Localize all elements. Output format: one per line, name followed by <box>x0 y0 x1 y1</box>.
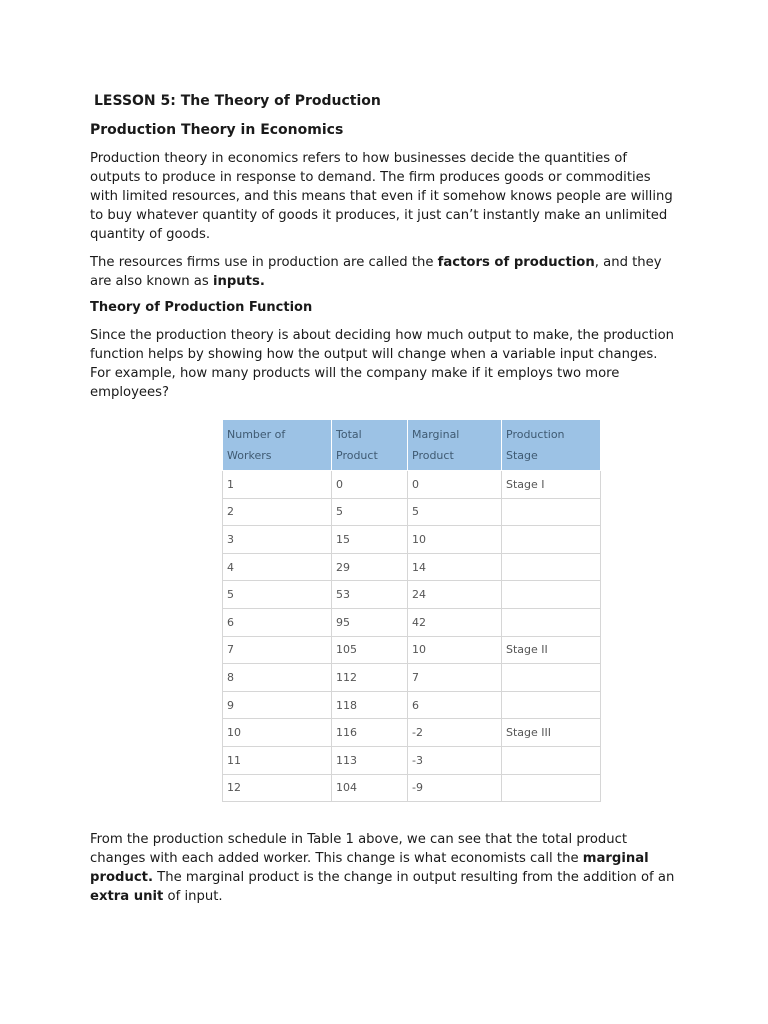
marginal-text-start: From the production schedule in Table 1 above, we can see that the total product changes with each added worker. This change is what economists call the <box>90 832 628 867</box>
table-cell: 2 <box>223 498 332 526</box>
factors-text-mid: , and they are also known as <box>90 255 662 289</box>
table-row <box>223 608 601 636</box>
table-cell <box>502 581 601 609</box>
table-container <box>222 419 680 802</box>
table-header-row <box>223 420 601 471</box>
table-row <box>223 691 601 719</box>
table-cell: 5 <box>332 498 408 526</box>
table-row <box>223 746 601 774</box>
table-cell: 7 <box>408 664 502 692</box>
table-cell: 116 <box>332 719 408 747</box>
table-cell: 10 <box>223 719 332 747</box>
table-cell <box>502 498 601 526</box>
table-cell: 42 <box>408 608 502 636</box>
header-production-stage <box>502 420 601 471</box>
table-cell: 12 <box>223 774 332 802</box>
table-cell: 0 <box>332 471 408 499</box>
intro-paragraph: Production theory in economics refers to how businesses decide the quantities of outputs to produce in response to demand. The firm produces goods or commodities with limited resources, and this means that even if it somehow knows people are willing to buy whatever quantity of goods it produces, it just can’t instantly make an unlimited quantity of goods. <box>90 151 673 242</box>
table-cell: -3 <box>408 746 502 774</box>
table-cell: 15 <box>332 526 408 554</box>
table-row <box>223 471 601 499</box>
table-cell: 104 <box>332 774 408 802</box>
table-cell: 6 <box>223 608 332 636</box>
table-cell <box>502 746 601 774</box>
table-cell: 10 <box>408 526 502 554</box>
table-row <box>223 664 601 692</box>
header-total-product <box>332 420 408 471</box>
table-cell: Stage III <box>502 719 601 747</box>
table-row <box>223 636 601 664</box>
header-line: Stage <box>506 449 538 462</box>
header-line: Number of <box>227 428 286 441</box>
table-row <box>223 774 601 802</box>
header-line: Product <box>412 449 454 462</box>
table-cell: Stage II <box>502 636 601 664</box>
table-cell: 4 <box>223 553 332 581</box>
marginal-text-end: of input. <box>163 889 223 905</box>
table-cell: 3 <box>223 526 332 554</box>
table-cell: 8 <box>223 664 332 692</box>
table-cell: 105 <box>332 636 408 664</box>
header-marginal-product <box>408 420 502 471</box>
table-cell <box>502 553 601 581</box>
extra-unit-term: extra unit <box>90 889 164 905</box>
production-schedule-table <box>222 419 601 802</box>
header-number-of-workers <box>223 420 332 471</box>
table-cell: 10 <box>408 636 502 664</box>
table-cell: 95 <box>332 608 408 636</box>
table-cell <box>502 774 601 802</box>
table-cell: Stage I <box>502 471 601 499</box>
lesson-title: LESSON 5: The Theory of Production <box>94 93 381 109</box>
table-cell <box>502 664 601 692</box>
factors-of-production-term: factors of production <box>437 255 595 270</box>
table-cell: 0 <box>408 471 502 499</box>
table-row <box>223 581 601 609</box>
header-line: Total <box>336 428 362 441</box>
table-cell <box>502 608 601 636</box>
marginal-product-paragraph <box>90 830 680 906</box>
table-cell: -9 <box>408 774 502 802</box>
table-cell <box>502 691 601 719</box>
table-row <box>223 719 601 747</box>
table-cell: -2 <box>408 719 502 747</box>
table-row <box>223 553 601 581</box>
table-cell: 14 <box>408 553 502 581</box>
table-cell: 118 <box>332 691 408 719</box>
subsection-title: Theory of Production Function <box>90 300 313 315</box>
header-line: Marginal <box>412 428 460 441</box>
table-row <box>223 526 601 554</box>
marginal-product-term: marginal product. <box>90 851 649 886</box>
marginal-text-mid: The marginal product is the change in output resulting from the addition of an <box>152 870 675 886</box>
table-cell: 24 <box>408 581 502 609</box>
inputs-term: inputs. <box>212 274 265 289</box>
table-cell: 5 <box>223 581 332 609</box>
header-line: Product <box>336 449 378 462</box>
document-page <box>90 88 680 915</box>
table-row <box>223 498 601 526</box>
header-line: Workers <box>227 449 272 462</box>
header-line: Production <box>506 428 565 441</box>
table-cell: 1 <box>223 471 332 499</box>
table-cell: 5 <box>408 498 502 526</box>
table-cell: 113 <box>332 746 408 774</box>
factors-text-start: The resources firms use in production are called the <box>90 255 438 270</box>
production-function-paragraph: Since the production theory is about deciding how much output to make, the production function helps by showing how the output will change when a variable input changes. For example, how many products will the company make if it employs two more employees? <box>90 328 675 400</box>
table-cell: 9 <box>223 691 332 719</box>
table-cell <box>502 526 601 554</box>
table-cell: 11 <box>223 746 332 774</box>
table-cell: 7 <box>223 636 332 664</box>
section-title: Production Theory in Economics <box>90 122 344 138</box>
table-cell: 112 <box>332 664 408 692</box>
table-cell: 29 <box>332 553 408 581</box>
table-cell: 6 <box>408 691 502 719</box>
factors-paragraph <box>90 253 680 291</box>
table-cell: 53 <box>332 581 408 609</box>
